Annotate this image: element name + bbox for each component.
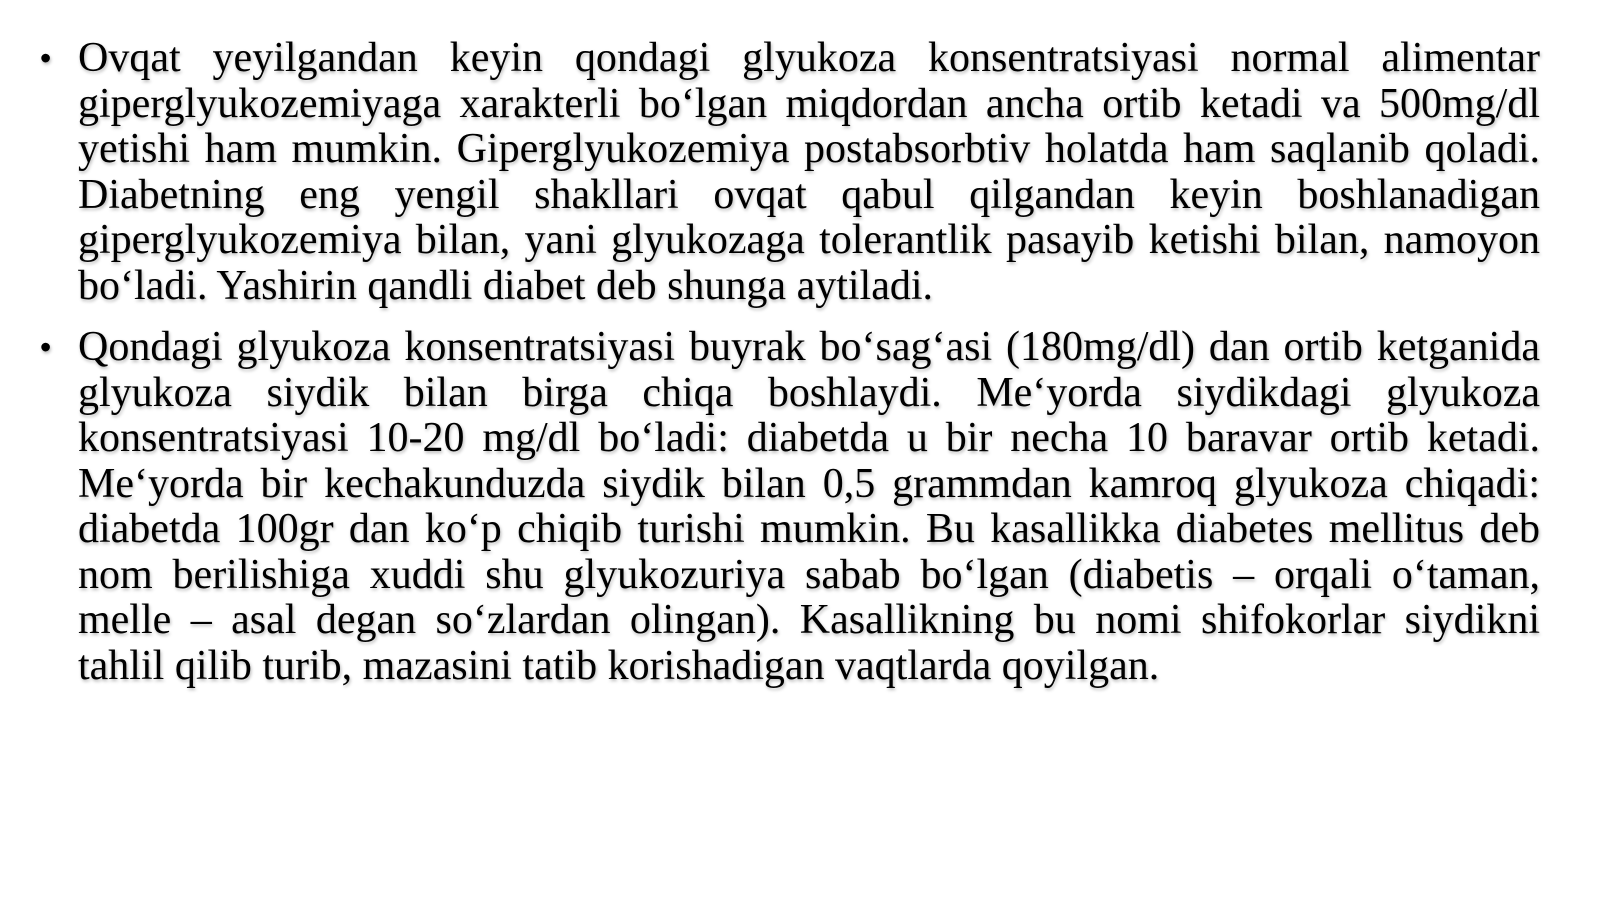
bullet-text: Ovqat yeyilgandan keyin qondagi glyukoza konsentratsiyasi normal alimentar giperglyukozemiyaga xarakterli bo‘lgan miqdordan ancha ortib ketadi va 500mg/dl yetishi ham mumkin. Giperglyukozemiya postabsorbtiv holatda ham saqlanib qoladi. Diabetning eng yengil shakllari ovqat qabul qilgandan keyin boshlanadigan giperglyukozemiya bilan, yani glyukozaga tolerantlik pasayib ketishi bilan, namoyon bo‘ladi. Yashirin qandli diabet deb shunga aytiladi.: [78, 35, 1540, 309]
bullet-icon: •: [40, 329, 52, 365]
bullet-item-1: [40, 36, 1540, 309]
bullet-icon: •: [40, 40, 52, 76]
bullet-text: Qondagi glyukoza konsentratsiyasi buyrak bo‘sag‘asi (180mg/dl) dan ortib ketganida glyukoza siydik bilan birga chiqa boshlaydi. Me‘yorda siydikdagi glyukoza konsentratsiyasi 10-20 mg/dl bo‘ladi: diabetda u bir necha 10 baravar ortib ketadi. Me‘yorda bir kechakunduzda siydik bilan 0,5 grammdan kamroq glyukoza chiqadi: diabetda 100gr dan ko‘p chiqib turishi mumkin. Bu kasallikka diabetes mellitus deb nom berilishiga xuddi shu glyukozuriya sabab bo‘lgan (diabetis – orqali o‘taman, melle – asal degan so‘zlardan olingan). Kasallikning bu nomi shifokorlar siydikni tahlil qilib turib, mazasini tatib korishadigan vaqtlarda qoyilgan.: [78, 324, 1540, 689]
bullet-list: [40, 36, 1540, 689]
bullet-item-2: [40, 325, 1540, 689]
